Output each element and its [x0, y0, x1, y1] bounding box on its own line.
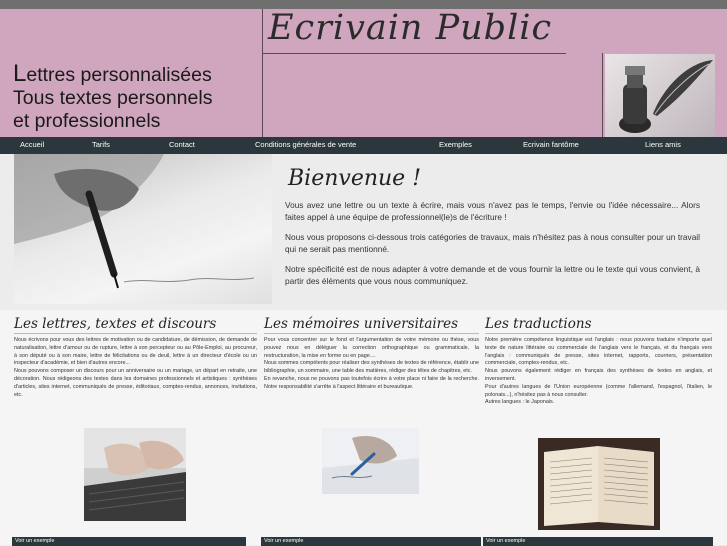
header-divider [262, 53, 566, 54]
nav-item-tarifs[interactable]: Tarifs [92, 140, 110, 149]
service-description [14, 337, 257, 399]
example-button-lettres[interactable]: Voir un exemple [12, 537, 246, 546]
welcome-paragraph: Vous avez une lettre ou un texte à écrire, mais vous n'avez pas le temps, l'envie ou l'idée nécessaire... Alors faites appel à une équipe de professionnel(le)s de l'écriture ! [285, 200, 700, 222]
welcome-title: Bienvenue ! [288, 166, 422, 191]
welcome-text [285, 200, 700, 296]
service-title: Les mémoires universitaires [264, 316, 479, 334]
nav-item-ecrivain-fantome[interactable]: Ecrivain fantôme [523, 140, 579, 149]
welcome-paragraph: Notre spécificité est de nous adapter à votre demande et de vous fournir la lettre ou le texte qui vous convient, à partir des éléments que vous nous communiquez. [285, 264, 700, 286]
keyboard-typing-image [84, 428, 186, 521]
service-title: Les traductions [485, 316, 712, 334]
nav-item-exemples[interactable]: Exemples [439, 140, 472, 149]
service-paragraph: Nous sommes compétents pour réaliser des synthèses de textes de référence, établir une bibliographie, un sommaire, une table des matières, rédiger des têtes de chapitres, etc. [264, 360, 479, 375]
service-paragraph: Autres langues : le Japonais. [485, 399, 555, 406]
service-paragraph: Pour d'autres langues de l'Union européenne (comme l'allemand, l'espagnol, l'italien, le polonais...), n'hésitez pas à nous consulter. [485, 383, 712, 398]
service-description [264, 337, 479, 392]
service-paragraph: Nous pouvons également rédiger en français des synthèses de textes en anglais, et inversement. [485, 368, 712, 382]
service-column-memoires [264, 316, 479, 392]
example-button-traductions[interactable]: Voir un exemple [483, 537, 713, 546]
nav-item-accueil[interactable]: Accueil [20, 140, 45, 149]
nav-item-contact[interactable]: Contact [169, 140, 195, 149]
nav-item-conditions[interactable]: Conditions générales de vente [255, 140, 357, 149]
service-paragraph: Pour vous concentrer sur le fond et l'argumentation de votre mémoire ou thèse, vous pouvez nous en déléguer la correction orthographique ou grammaticale, la restructuration, la mise en forme ou en page.... [264, 337, 479, 359]
service-column-traductions [485, 316, 712, 407]
service-title: Les lettres, textes et discours [14, 316, 257, 334]
dictionary-image [538, 438, 660, 530]
service-paragraph: Nous pouvons composer un discours pour un anniversaire ou un mariage, un départ en retraite, une décoration. Nous rédigeons des textes dans les domaines professionnels et artistiques : synthèses d'articles, sites internet, communiqués de presse, éditoriaux, comptes-rendus, annonces, invitations, etc. [14, 368, 257, 398]
site-tagline [13, 62, 212, 133]
nav-item-liens-amis[interactable]: Liens amis [645, 140, 681, 149]
welcome-paragraph: Nous vous proposons ci-dessous trois catégories de travaux, mais n'hésitez pas à nous consulter pour un travail qui ne serait pas mentionné. [285, 232, 700, 254]
inkwell-quill-image [605, 54, 715, 137]
service-column-lettres [14, 316, 257, 399]
tagline-line: Lettres personnalisées [13, 60, 212, 87]
signing-hand-image [322, 428, 419, 494]
service-paragraph: Nous écrivons pour vous des lettres de motivation ou de candidature, de démission, de demande de naturalisation, lettre d'amour ou de rupture, lettre à son percepteur ou au Pôle-Emploi, au procureur, à son député ou à son maire, lettre de félicitations ou de deuil, lettre à un directeur d'école ou un inspecteur d'académie, et bien d'autres encore... [14, 337, 257, 367]
tagline-line: et professionnels [13, 110, 161, 132]
writing-hand-image [14, 154, 272, 304]
service-paragraph: Notre première compétence linguistique est l'anglais : nous pouvons traduire n'importe quel texte de nature littéraire ou commerciale de l'anglais vers le français, et du français vers l'anglais : communiqués de presse, sites internet, rapports, courriers, présentation commerciale, comptes-rendus, etc. [485, 337, 712, 367]
site-title: Ecrivain Public [268, 8, 553, 48]
main-nav [0, 137, 727, 154]
tagline-line: Tous textes personnels [13, 87, 213, 109]
service-paragraph: En revanche, nous ne pouvons pas toutefois écrire à votre place ni faire de la recherche. Notre responsabilité s'arrête à l'aspect littéraire et bureautique. [264, 375, 479, 390]
header-divider [262, 9, 263, 137]
example-button-memoires[interactable]: Voir un exemple [261, 537, 481, 546]
service-description [485, 337, 712, 407]
header-divider [602, 53, 603, 137]
